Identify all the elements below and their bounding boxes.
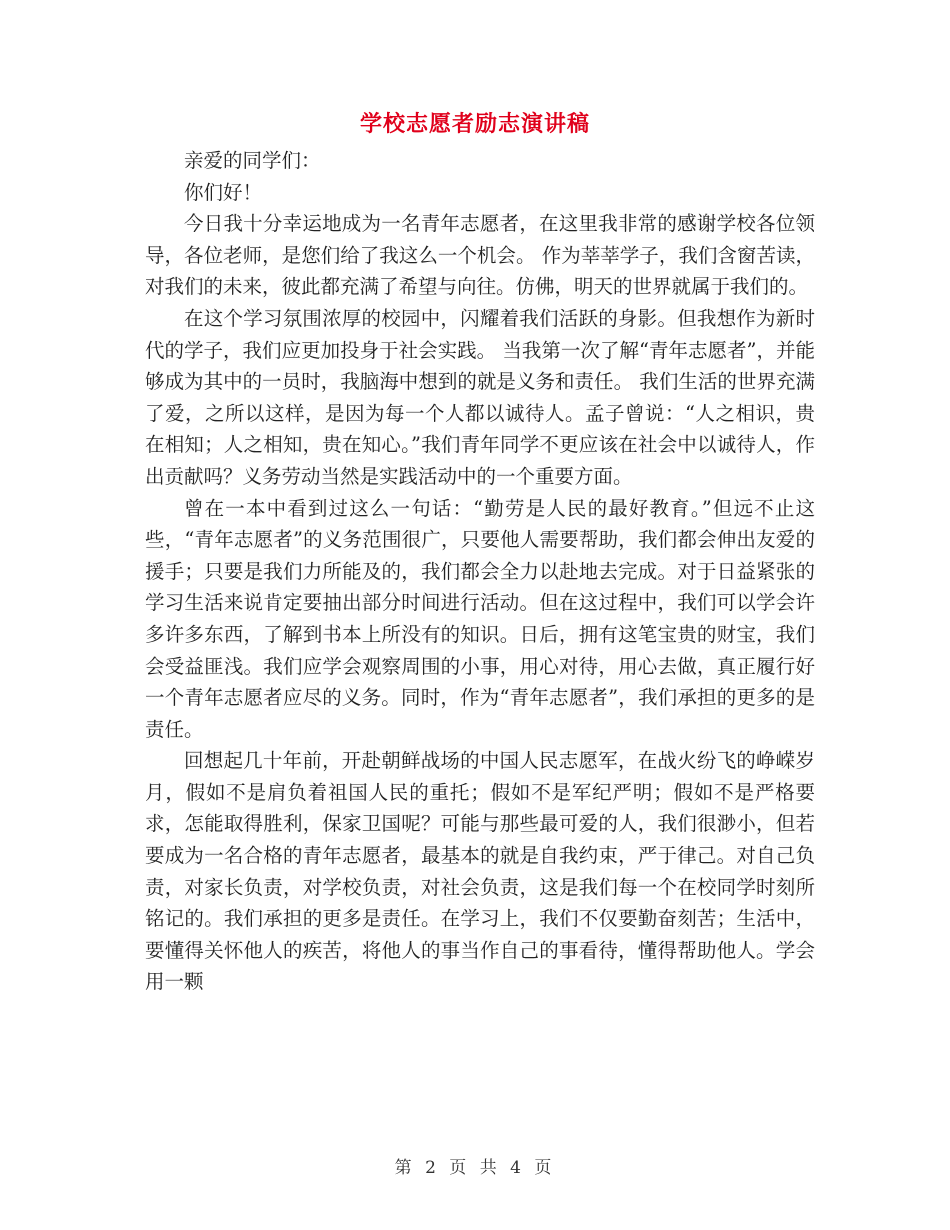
body-paragraph: 回想起几十年前，开赴朝鲜战场的中国人民志愿军，在战火纷飞的峥嵘岁月，假如不是肩负着祖国人民的重托；假如不是军纪严明；假如不是严格要求，怎能取得胜利，保家卫国呢？可能与那些最可爱的人，我们很渺小，但若要成为一名合格的青年志愿者，最基本的就是自我约束，严于律己。对自己负责，对家长负责，对学校负责，对社会负责，这是我们每一个在校同学时刻所铭记的。我们承担的更多是责任。在学习上，我们不仅要勤奋刻苦；生活中，要懂得关怀他人的疾苦，将他人的事当作自己的事看待，懂得帮助他人。学会用一颗: [145, 749, 815, 994]
body-paragraph: 今日我十分幸运地成为一名青年志愿者，在这里我非常的感谢学校各位领导，各位老师，是您们给了我这么一个机会。 作为莘莘学子，我们含窗苦读，对我们的未来，彼此都充满了希望与向往。仿佛，明天的世界就属于我们的。: [145, 212, 815, 299]
greeting: 你们好！: [184, 180, 263, 204]
page-number-footer: 第 2 页 共 4 页: [394, 1158, 556, 1178]
document-title: 学校志愿者励志演讲稿: [359, 111, 590, 137]
salutation: 亲爱的同学们：: [184, 149, 321, 172]
body-paragraph: 在这个学习氛围浓厚的校园中，闪耀着我们活跃的身影。但我想作为新时代的学子，我们应更加投身于社会实践。 当我第一次了解“青年志愿者”，并能够成为其中的一员时，我脑海中想到的就是义务和责任。 我们生活的世界充满了爱，之所以这样，是因为每一个人都以诚待人。孟子曾说：“人之相识，贵在相知；人之相知，贵在知心。”我们青年同学不更应该在社会中以诚待人，作出贡献吗？义务劳动当然是实践活动中的一个重要方面。: [145, 306, 815, 488]
body-paragraph: 曾在一本中看到过这么一句话：“勤劳是人民的最好教育。”但远不止这些，“青年志愿者”的义务范围很广，只要他人需要帮助，我们都会伸出友爱的援手；只要是我们力所能及的，我们都会全力以赴地去完成。对于日益紧张的学习生活来说肯定要抽出部分时间进行活动。但在这过程中，我们可以学会许多许多东西，了解到书本上所没有的知识。日后，拥有这笔宝贵的财宝，我们会受益匪浅。我们应学会观察周围的小事，用心对待，用心去做，真正履行好一个青年志愿者应尽的义务。同时，作为“青年志愿者”，我们承担的更多的是责任。: [145, 496, 815, 741]
document-body: [145, 145, 815, 998]
